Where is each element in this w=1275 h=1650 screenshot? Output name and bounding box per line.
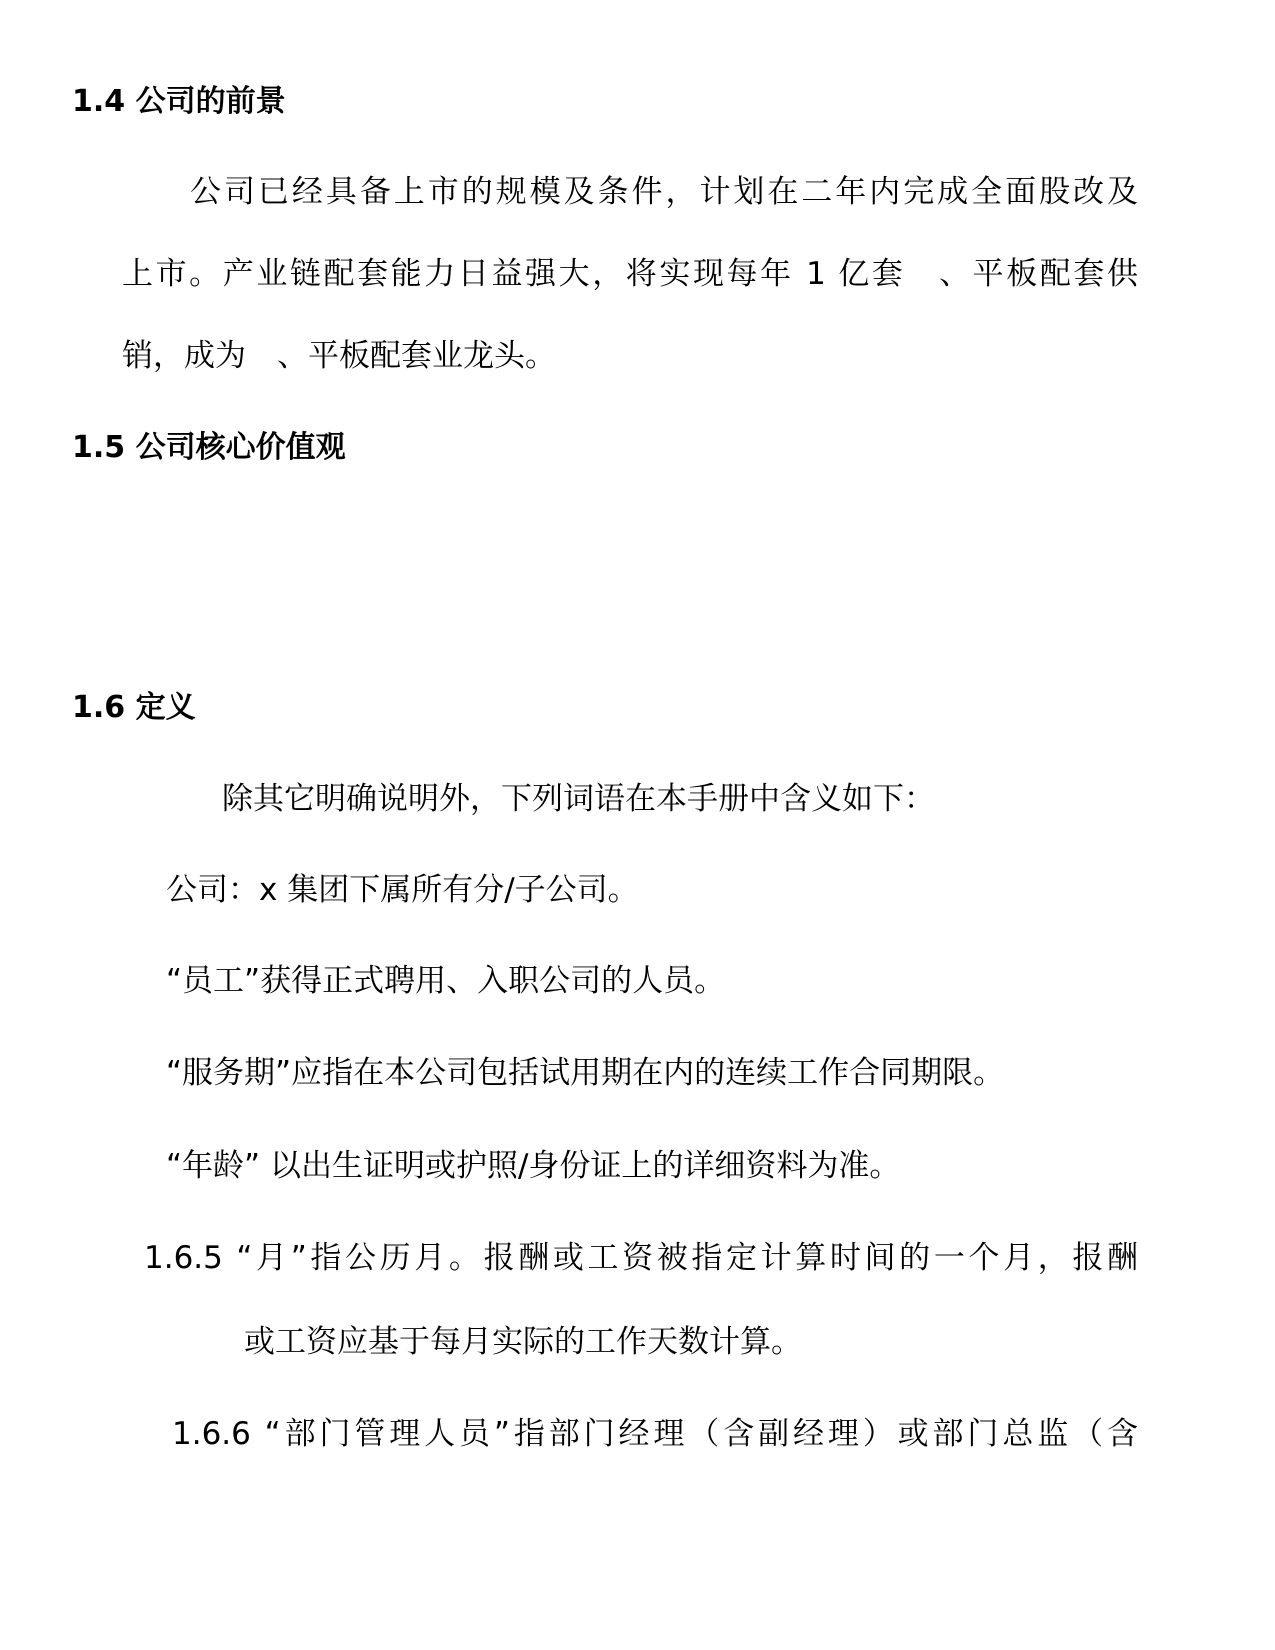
definition-item-1-6-5-continued: 或工资应基于每月实际的工作天数计算。 [244, 1324, 802, 1360]
definition-item-1-6-6: 1.6.6 “部门管理人员”指部门经理（含副经理）或部门总监（含 [172, 1416, 1138, 1452]
definition-item: “年龄” 以出生证明或护照/身份证上的详细资料为准。 [166, 1148, 901, 1184]
section-heading-1-4: 1.4 公司的前景 [72, 84, 286, 119]
section-heading-1-6: 1.6 定义 [72, 690, 196, 725]
definition-item: 公司：x 集团下属所有分/子公司。 [166, 872, 639, 908]
definition-item: “服务期”应指在本公司包括试用期在内的连续工作合同期限。 [166, 1055, 1005, 1091]
definition-item-1-6-5: 1.6.5 “月”指公历月。报酬或工资被指定计算时间的一个月，报酬 [144, 1240, 1138, 1276]
paragraph-line: 公司已经具备上市的规模及条件，计划在二年内完成全面股改及 [190, 174, 1138, 210]
definition-intro: 除其它明确说明外，下列词语在本手册中含义如下： [222, 781, 935, 817]
definition-item: “员工”获得正式聘用、入职公司的人员。 [166, 963, 726, 999]
paragraph-line: 上市。产业链配套能力日益强大，将实现每年 1 亿套 、平板配套供 [122, 256, 1138, 292]
section-heading-1-5: 1.5 公司核心价值观 [72, 430, 346, 465]
paragraph-line: 销，成为 、平板配套业龙头。 [122, 338, 556, 374]
